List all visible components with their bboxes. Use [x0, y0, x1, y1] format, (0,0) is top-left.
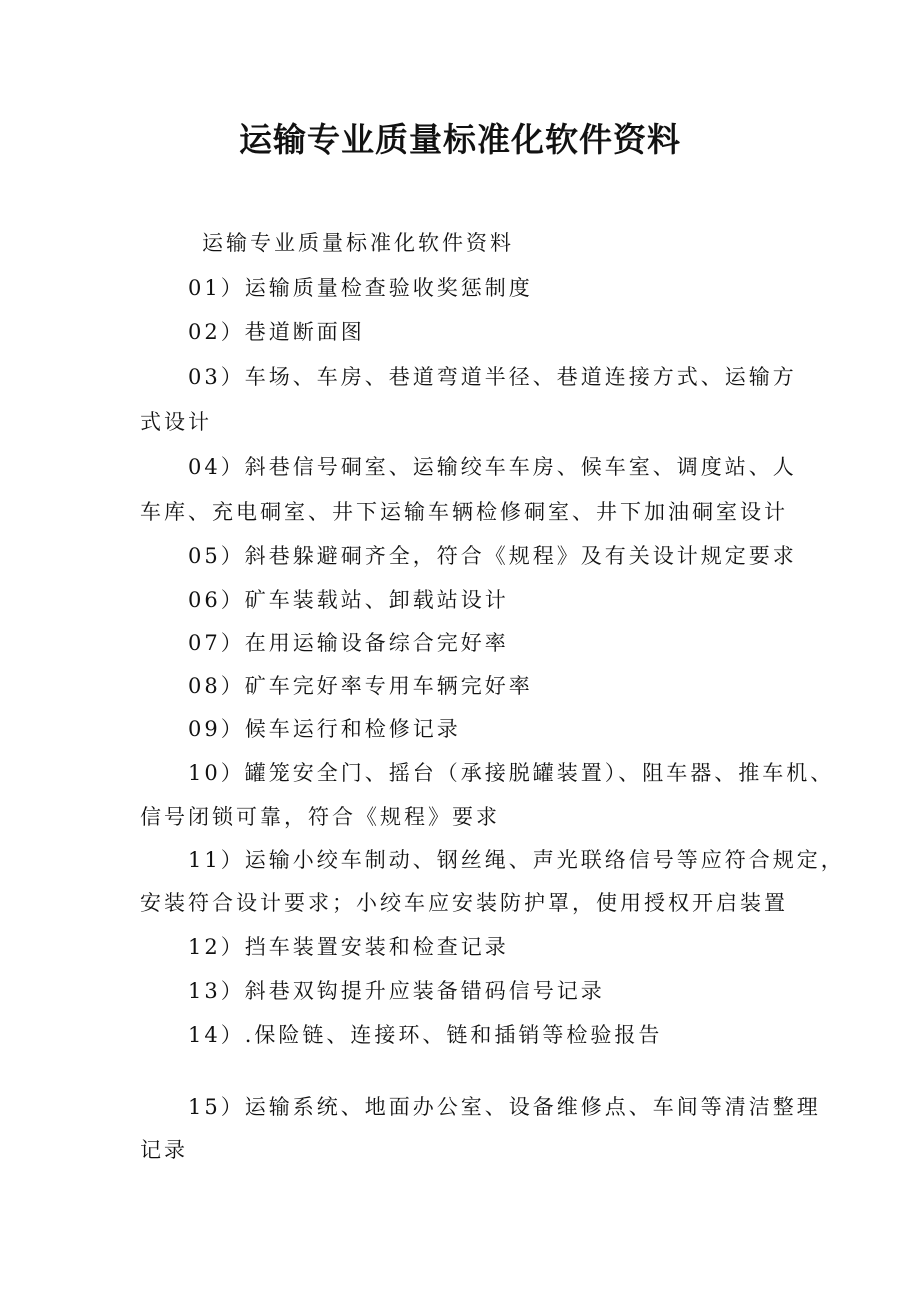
list-item: 12）挡车装置安装和检查记录 [188, 935, 509, 959]
list-item: 02）巷道断面图 [188, 320, 365, 344]
list-item-continuation: 式设计 [140, 410, 212, 434]
list-item: 03）车场、车房、巷道弯道半径、巷道连接方式、运输方 [188, 365, 797, 389]
list-item-continuation: 车库、充电硐室、井下运输车辆检修硐室、井下加油硐室设计 [140, 500, 788, 524]
list-item: 14）.保险链、连接环、链和插销等检验报告 [188, 1023, 663, 1047]
list-item: 07）在用运输设备综合完好率 [188, 631, 509, 655]
list-item: 06）矿车装载站、卸载站设计 [188, 588, 509, 612]
list-item: 01）运输质量检查验收奖惩制度 [188, 276, 533, 300]
list-item: 04）斜巷信号硐室、运输绞车车房、候车室、调度站、人 [188, 455, 797, 479]
document-title: 运输专业质量标准化软件资料 [239, 120, 681, 159]
list-item: 09）候车运行和检修记录 [188, 717, 461, 741]
list-item: 10）罐笼安全门、摇台（承接脱罐装置）、阻车器、推车机、 [188, 761, 835, 785]
list-item-continuation: 信号闭锁可靠，符合《规程》要求 [140, 805, 500, 829]
list-item: 08）矿车完好率专用车辆完好率 [188, 674, 533, 698]
list-item: 11）运输小绞车制动、钢丝绳、声光联络信号等应符合规定， [188, 848, 845, 872]
list-item-continuation: 记录 [140, 1138, 188, 1162]
document-subtitle: 运输专业质量标准化软件资料 [202, 231, 514, 255]
list-item-continuation: 安装符合设计要求；小绞车应安装防护罩，使用授权开启装置 [140, 891, 788, 915]
list-item: 05）斜巷躲避硐齐全，符合《规程》及有关设计规定要求 [188, 544, 797, 568]
list-item: 13）斜巷双钩提升应装备错码信号记录 [188, 979, 605, 1003]
list-item: 15）运输系统、地面办公室、设备维修点、车间等清洁整理 [188, 1095, 821, 1119]
